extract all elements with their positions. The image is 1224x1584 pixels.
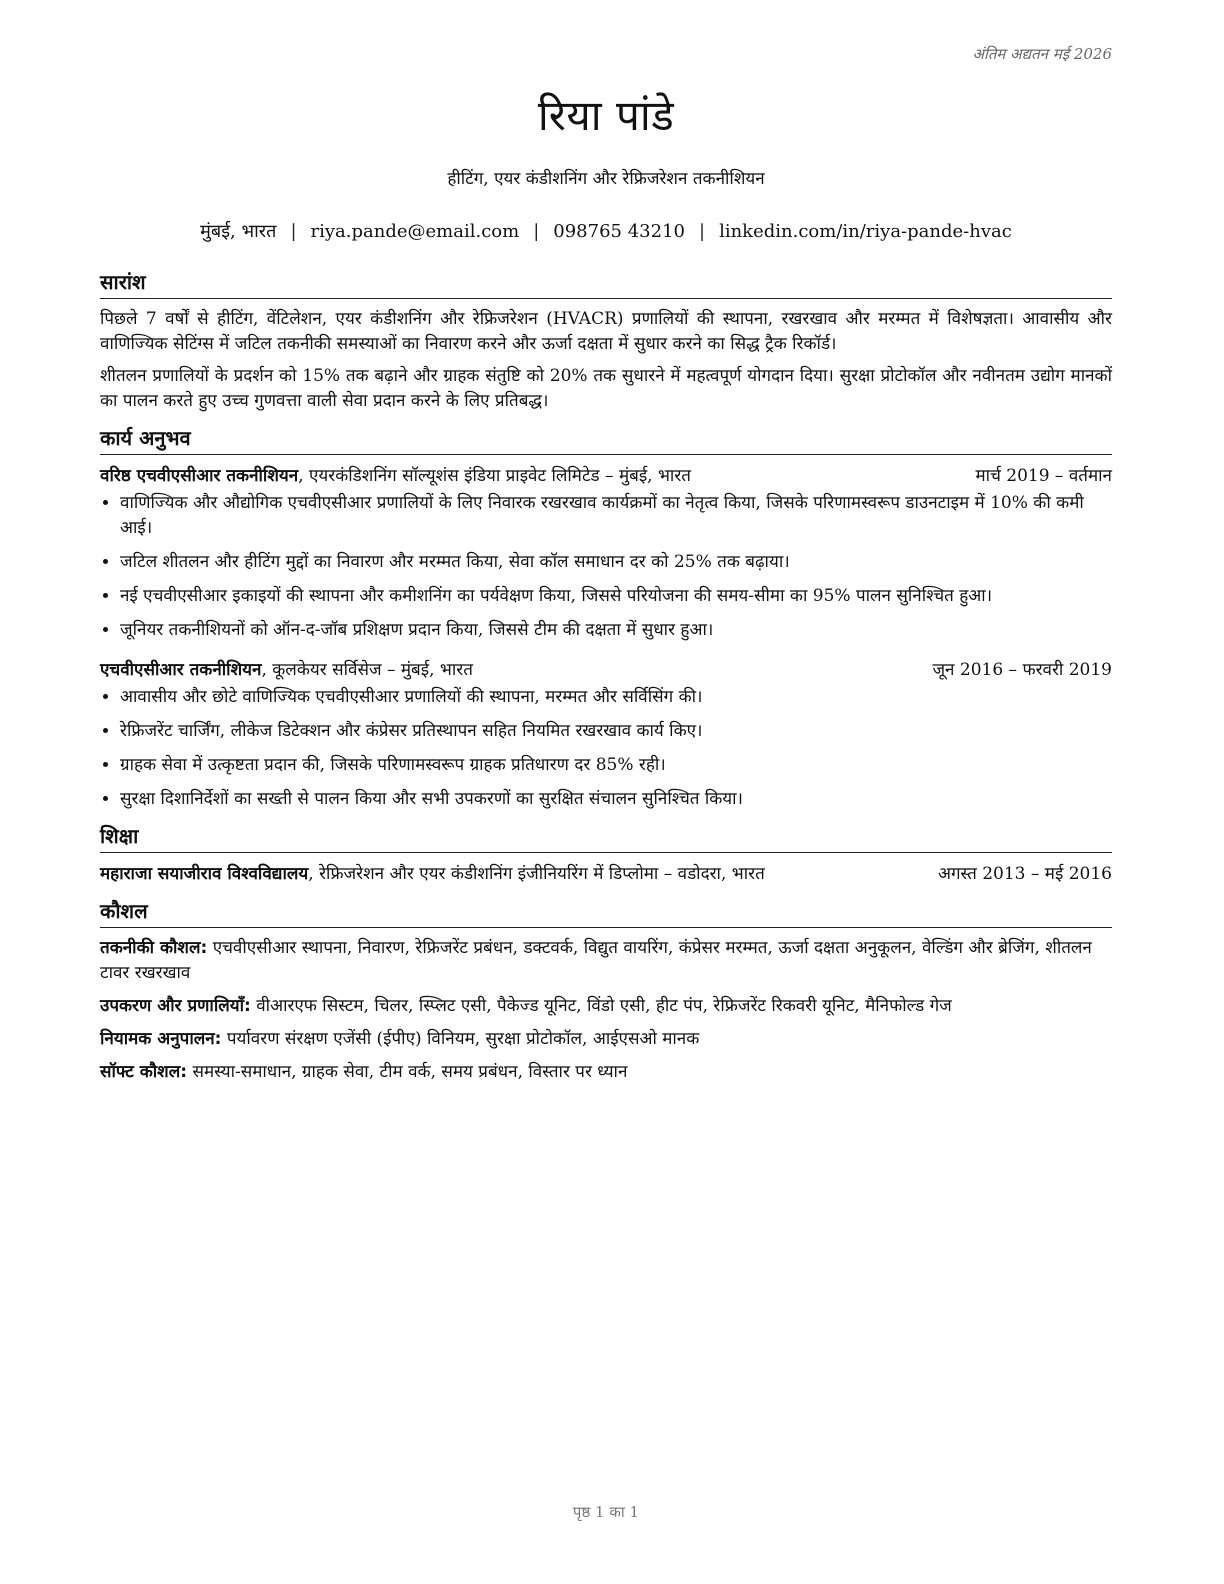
skill-line	[100, 1060, 1112, 1085]
skills-heading: कौशल	[100, 897, 1112, 928]
bullet-item: • रेफ्रिजरेंट चार्जिंग, लीकेज डिटेक्शन और कंप्रेसर प्रतिस्थापन सहित नियमित रखरखाव कार्य किए।	[120, 719, 1112, 744]
job-entry	[100, 657, 1112, 812]
bullet-item: • नई एचवीएसीआर इकाइयों की स्थापना और कमीशनिंग का पर्यवेक्षण किया, जिससे परियोजना की समय-सीमा का 95% पालन सुनिश्चित हुआ।	[120, 584, 1112, 609]
skill-label: सॉफ्ट कौशल:	[100, 1062, 188, 1082]
bullet-item: • जूनियर तकनीशियनों को ऑन-द-जॉब प्रशिक्षण प्रदान किया, जिससे टीम की दक्षता में सुधार हुआ।	[120, 618, 1112, 643]
bullet-item: • जटिल शीतलन और हीटिंग मुद्दों का निवारण और मरम्मत किया, सेवा कॉल समाधान दर को 25% तक बढ़ाया।	[120, 550, 1112, 575]
location: मुंबई, भारत	[200, 221, 277, 242]
education-detail: , रेफ्रिजरेशन और एयर कंडीशनिंग इंजीनियरिंग में डिप्लोमा – वडोदरा, भारत	[308, 864, 765, 884]
page-number: पृष्ठ 1 का 1	[572, 1503, 640, 1521]
education-dates: अगस्त 2013 – मई 2016	[937, 864, 1112, 884]
summary-heading: सारांश	[100, 268, 1112, 299]
institution: महाराजा सयाजीराव विश्वविद्यालय	[100, 864, 309, 884]
job-title: हीटिंग, एयर कंडीशनिंग और रेफ्रिजरेशन तकनीशियन	[447, 169, 765, 189]
skill-value: पर्यावरण संरक्षण एजेंसी (ईपीए) विनियम, सुरक्षा प्रोटोकॉल, आईएसओ मानक	[221, 1029, 700, 1049]
job-bullets	[100, 685, 1112, 812]
skill-label: नियामक अनुपालन:	[100, 1029, 222, 1049]
education-entry	[100, 861, 1112, 887]
job-bullets	[100, 491, 1112, 643]
skill-line	[100, 1027, 1112, 1052]
bullet-item: • आवासीय और छोटे वाणिज्यिक एचवीएसीआर प्रणालियों की स्थापना, मरम्मत और सर्विसिंग की।	[120, 685, 1112, 710]
skill-value: एचवीएसीआर स्थापना, निवारण, रेफ्रिजरेंट प्रबंधन, डक्टवर्क, विद्युत वायरिंग, कंप्रेसर मरम्मत, ऊर्जा दक्षता अनुकूलन, वेल्डिंग और ब्रेजिंग, शीतलन टावर रखरखाव	[100, 938, 1092, 983]
bullet-item: • ग्राहक सेवा में उत्कृष्टता प्रदान की, जिसके परिणामस्वरूप ग्राहक प्रतिधारण दर 85% रही।	[120, 753, 1112, 778]
email-link[interactable]: riya.pande@email.com	[310, 221, 520, 242]
linkedin-link[interactable]: linkedin.com/in/riya-pande-hvac	[719, 221, 1012, 242]
skill-value: वीआरएफ सिस्टम, चिलर, स्प्लिट एसी, पैकेज्ड यूनिट, विंडो एसी, हीट पंप, रेफ्रिजरेंट रिकवरी यूनिट, मैनिफोल्ड गेज	[250, 996, 952, 1016]
job-org: , कूलकेयर सर्विसेज – मुंबई, भारत	[261, 660, 473, 680]
summary-paragraph: शीतलन प्रणालियों के प्रदर्शन को 15% तक बढ़ाने और ग्राहक संतुष्टि को 20% तक सुधारने में महत्वपूर्ण योगदान दिया। सुरक्षा प्रोटोकॉल और नवीनतम उद्योग मानकों का पालन करते हुए उच्च गुणवत्ता वाली सेवा प्रदान करने के लिए प्रतिबद्ध।	[100, 366, 1112, 411]
separator: |	[290, 221, 297, 242]
job-org: , एयरकंडिशनिंग सॉल्यूशंस इंडिया प्राइवेट लिमिटेड – मुंबई, भारत	[298, 466, 691, 486]
education-heading: शिक्षा	[100, 822, 1112, 853]
job-dates: जून 2016 – फरवरी 2019	[932, 660, 1112, 680]
job-header	[100, 463, 1112, 489]
contact-line	[100, 219, 1112, 243]
bullet-item: • सुरक्षा दिशानिर्देशों का सख्ती से पालन किया और सभी उपकरणों का सुरक्षित संचालन सुनिश्चित किया।	[120, 787, 1112, 812]
skill-value: समस्या-समाधान, ग्राहक सेवा, टीम वर्क, समय प्रबंधन, विस्तार पर ध्यान	[187, 1062, 628, 1082]
job-role: एचवीएसीआर तकनीशियन	[100, 660, 262, 680]
job-role: वरिष्ठ एचवीएसीआर तकनीशियन	[100, 466, 299, 486]
summary-paragraph: पिछले 7 वर्षों से हीटिंग, वेंटिलेशन, एयर कंडीशनिंग और रेफ्रिजरेशन (HVACR) प्रणालियों की स्थापना, रखरखाव और मरम्मत में विशेषज्ञता। आवासीय और वाणिज्यिक सेटिंग्स में जटिल तकनीकी समस्याओं का निवारण करने और ऊर्जा दक्षता में सुधार करने का सिद्ध ट्रैक रिकॉर्ड।	[100, 309, 1112, 354]
last-updated: अंतिम अद्यतन मई 2026	[972, 45, 1112, 63]
job-header	[100, 657, 1112, 683]
skill-line	[100, 936, 1112, 986]
skill-label: तकनीकी कौशल:	[100, 938, 208, 958]
experience-heading: कार्य अनुभव	[100, 424, 1112, 455]
skill-line	[100, 994, 1112, 1019]
separator: |	[533, 221, 540, 242]
bullet-item: • वाणिज्यिक और औद्योगिक एचवीएसीआर प्रणालियों के लिए निवारक रखरखाव कार्यक्रमों का नेतृत्व किया, जिसके परिणामस्वरूप डाउनटाइम में 10% की कमी आई।	[120, 491, 1112, 541]
phone: 098765 43210	[553, 221, 685, 242]
job-dates: मार्च 2019 – वर्तमान	[975, 466, 1112, 486]
separator: |	[698, 221, 706, 242]
resume-page	[100, 0, 1112, 1584]
resume-content	[100, 268, 1112, 1093]
job-entry	[100, 463, 1112, 643]
candidate-name: रिया पांडे	[537, 91, 675, 140]
skill-label: उपकरण और प्रणालियाँ:	[100, 996, 251, 1016]
